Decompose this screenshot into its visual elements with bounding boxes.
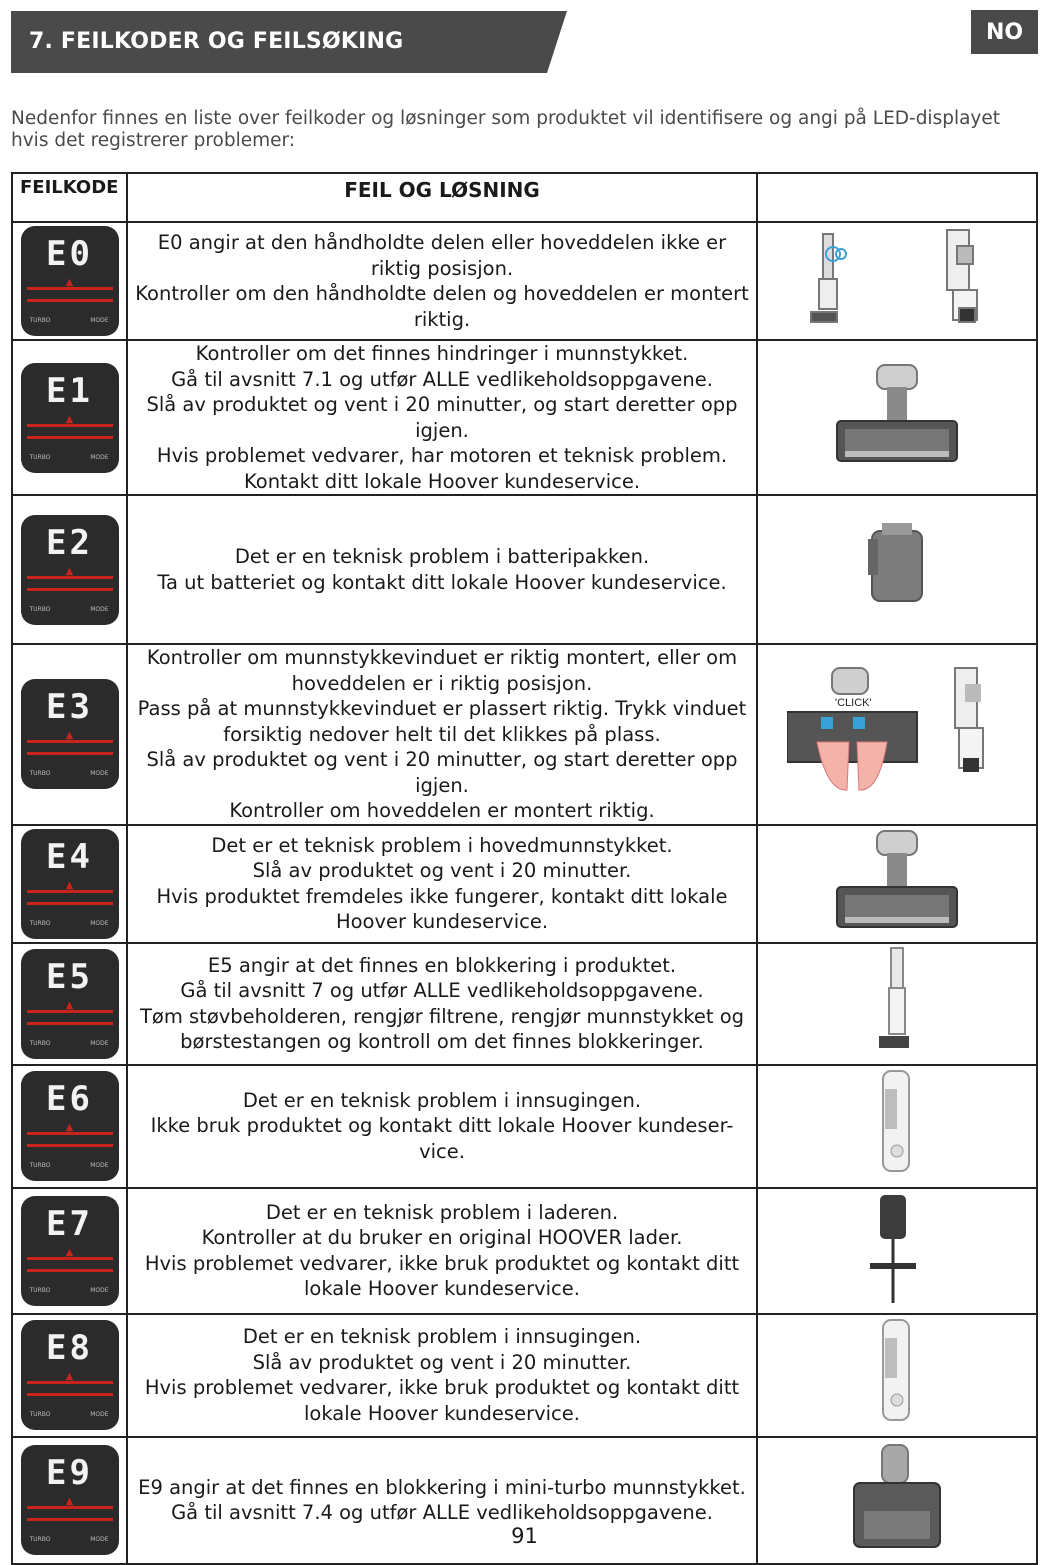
solution-line: Kontroller om den håndholdte delen og hoveddelen er montert riktig. [135,282,749,331]
turbo-label: TURBO [29,1536,51,1543]
table-body [12,222,1037,1564]
error-display-cell [12,222,127,340]
error-display-cell [12,1314,127,1437]
error-display-cell [12,495,127,644]
error-display-cell [12,825,127,943]
solution-line: Slå av produktet og vent i 20 minutter, og start deretter opp igjen. [146,748,738,797]
led-bar-bottom [27,1144,113,1147]
solution-line: E5 angir at det finnes en blokkering i produktet. [207,953,677,977]
stick-vacuum-illustration [757,943,1037,1065]
solution-line: Pass på at munnstykkevinduet er plassert riktig. Trykk vinduet forsiktig nedover helt til det klikkes på plass. [137,697,747,746]
turbo-label: TURBO [29,1039,51,1047]
solution-line: Gå til avsnitt 7 og utfør ALLE vedlikeholdsoppgavene. [180,979,704,1002]
mode-label: MODE [90,1411,109,1418]
solution-line: Kontroller om hoveddelen er montert riktig. [229,799,655,822]
floor-nozzle-illustration [757,825,1037,943]
table-row [12,340,1037,495]
error-display-cell [12,644,127,825]
led-bar-bottom [27,299,113,302]
solution-line: Hvis problemet vedvarer, ikke bruk produktet og kontakt ditt lokale Hoover kundeservice. [144,1376,740,1425]
error-code: E6 [46,1079,93,1119]
charger-illustration [757,1188,1037,1314]
intro-text: Nedenfor finnes en liste over feilkoder og løsninger som produktet vil identifisere og angi på LED-displayet hvis det registrerer problemer: [11,108,1001,151]
error-code: E4 [46,836,93,877]
solution-line: Det er en teknisk problem i innsugingen. [242,1325,642,1348]
mode-label: MODE [90,453,109,461]
led-bar-bottom [27,1393,113,1396]
solution-line: E0 angir at den håndholdte delen eller hoveddelen ikke er riktig posisjon. [157,231,727,280]
led-bar-bottom [27,902,113,905]
led-display [21,515,119,625]
turbo-label: TURBO [29,317,51,324]
handheld-unit-illustration [757,1065,1037,1188]
turbo-label: TURBO [29,1411,51,1418]
mode-label: MODE [90,605,109,613]
solution-cell [127,943,757,1065]
led-display [21,1071,119,1181]
led-bar-bottom [27,1269,113,1272]
error-display-cell [12,943,127,1065]
solution-line: Ta ut batteriet og kontakt ditt lokale Hoover kundeservice. [157,570,727,594]
solution-line: Det er en teknisk problem i batteripakken. [234,545,650,568]
mode-label: MODE [90,1286,109,1294]
led-bar-bottom [27,436,113,439]
handheld-unit-illustration [757,1314,1037,1437]
solution-line: Kontroller at du bruker en original HOOVER lader. [201,1226,683,1249]
turbo-label: TURBO [29,1162,51,1169]
solution-cell [127,222,757,340]
mode-label: MODE [90,770,109,778]
error-code: E3 [46,687,93,728]
turbo-label: TURBO [29,1286,51,1294]
table-row [12,1188,1037,1314]
error-display-cell [12,1065,127,1188]
solution-line: Hvis produktet fremdeles ikke fungerer, kontakt ditt lokale Hoover kundeservice. [156,884,728,933]
solution-line: Hvis problemet vedvarer, har motoren et teknisk problem. [156,444,728,467]
error-code: E2 [46,522,93,563]
language-badge: NO [971,10,1038,54]
battery-pack-illustration [757,495,1037,644]
power-icon: ▲ [65,277,74,288]
solution-line: Det er en teknisk problem i laderen. [265,1200,619,1224]
led-bar-bottom [27,588,113,591]
solution-line: Hvis problemet vedvarer, ikke bruk produktet og kontakt ditt lokale Hoover kundeservice. [144,1251,740,1300]
mode-label: MODE [90,1162,109,1169]
error-code: E1 [46,370,93,411]
power-icon: ▲ [65,1122,74,1133]
power-icon: ▲ [65,413,74,425]
header-code: FEILKODE [12,173,127,222]
led-display [21,829,119,939]
solution-line: E9 angir at det finnes en blokkering i mini-turbo munnstykket. [138,1475,746,1499]
solution-cell [127,495,757,644]
solution-cell [127,825,757,943]
solution-line: Ikke bruk produktet og kontakt ditt lokale Hoover kundeser-vice. [150,1114,734,1163]
floor-nozzle-illustration [757,340,1037,495]
solution-cell [127,1314,757,1437]
solution-line: Slå av produktet og vent i 20 minutter. [252,1350,632,1374]
error-code: E0 [46,234,93,274]
table-row [12,222,1037,340]
led-display [21,679,119,789]
table-row [12,644,1037,825]
solution-cell [127,340,757,495]
power-icon: ▲ [65,1246,74,1258]
power-icon: ▲ [65,999,74,1011]
led-bar-bottom [27,752,113,755]
error-code: E9 [46,1453,93,1493]
power-icon: ▲ [65,730,74,742]
led-bar-bottom [27,1518,113,1521]
header-image [757,173,1037,222]
click-label: 'CLICK' [835,697,872,710]
table-row [12,1314,1037,1437]
led-display [21,1320,119,1430]
power-icon: ▲ [65,565,74,577]
mode-label: MODE [90,317,109,324]
error-code: E7 [46,1203,93,1244]
solution-line: Slå av produktet og vent i 20 minutter, og start deretter opp igjen. [146,393,738,442]
turbo-label: TURBO [29,770,51,778]
error-code-table [11,172,1038,1565]
table-row [12,825,1037,943]
mode-label: MODE [90,1536,109,1543]
table-header-row [12,173,1037,222]
turbo-label: TURBO [29,605,51,613]
table-row [12,495,1037,644]
power-icon: ▲ [65,1371,74,1382]
mode-label: MODE [90,919,109,927]
led-display [21,363,119,473]
solution-line: Det er et teknisk problem i hovedmunnstykket. [211,833,673,857]
power-icon: ▲ [65,1496,74,1507]
turbo-label: TURBO [29,453,51,461]
power-icon: ▲ [65,879,74,891]
error-display-cell [12,1188,127,1314]
mode-label: MODE [90,1039,109,1047]
solution-line: Kontroller om det finnes hindringer i munnstykket. [195,342,689,365]
solution-line: Kontakt ditt lokale Hoover kundeservice. [243,469,641,493]
nozzle-window-click-illustration [757,644,1037,825]
section-banner [11,11,567,73]
solution-line: Slå av produktet og vent i 20 minutter. [252,859,632,882]
table-row [12,943,1037,1065]
led-display [21,949,119,1059]
page-title: 7. FEILKODER OG FEILSØKING [29,29,404,54]
solution-cell [127,1188,757,1314]
solution-line: Det er en teknisk problem i innsugingen. [242,1088,642,1112]
solution-line: Tøm støvbeholderen, rengjør filtrene, rengjør munnstykket og børstestangen og kontroll om det finnes blokkeringer. [139,1004,745,1053]
table-row [12,1065,1037,1188]
solution-line: Kontroller om munnstykkevinduet er riktig montert, eller om hoveddelen er i riktig posisjon. [146,646,738,695]
turbo-label: TURBO [29,919,51,927]
solution-cell [127,1065,757,1188]
error-code: E8 [46,1328,93,1368]
led-display [21,1196,119,1306]
vacuum-assembly-illustration [757,222,1037,340]
error-code: E5 [46,956,93,997]
solution-cell [127,644,757,825]
led-bar-bottom [27,1022,113,1025]
led-display [21,226,119,336]
error-display-cell [12,340,127,495]
solution-line: Gå til avsnitt 7.1 og utfør ALLE vedlikeholdsoppgavene. [171,367,713,391]
page-number: 91 [511,1524,538,1548]
solution-line: Gå til avsnitt 7.4 og utfør ALLE vedlikeholdsoppgavene. [171,1501,713,1524]
header-solution: FEIL OG LØSNING [127,173,757,222]
